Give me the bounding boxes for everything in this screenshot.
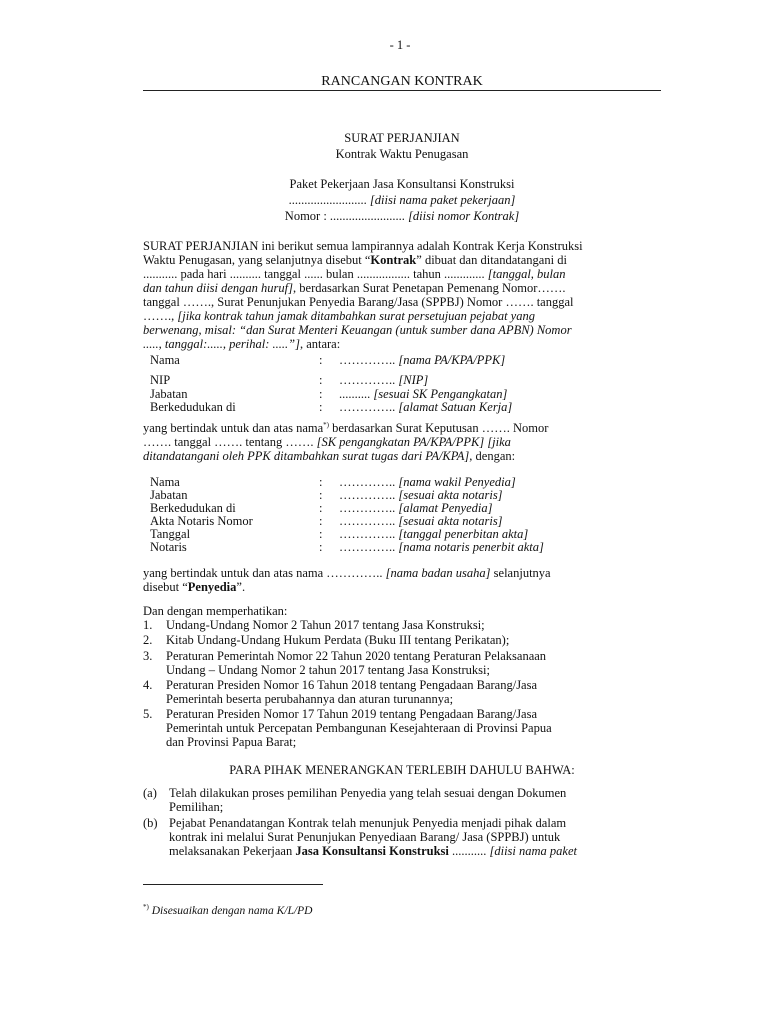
page-number: - 1 - [389, 38, 411, 52]
field-value: ………….. [NIP] [339, 373, 429, 387]
intro-line: ……., [jika kontrak tahun jamak ditambahkan surat persetujuan pejabat yang [143, 309, 535, 323]
intro-line: dan tahun diisi dengan huruf], berdasarkan Surat Penetapan Pemenang Nomor……. [143, 281, 566, 295]
intro-line: SURAT PERJANJIAN ini berikut semua lampirannya adalah Kontrak Kerja Konstruksi [143, 239, 583, 253]
parties-heading: PARA PIHAK MENERANGKAN TERLEBIH DAHULU BAHWA: [229, 763, 575, 777]
document-title: RANCANGAN KONTRAK [321, 74, 483, 89]
field-label: Jabatan [150, 488, 188, 502]
footnote-text: Disesuaikan dengan nama K/L/PD [151, 905, 313, 917]
first-party-authority: yang bertindak untuk dan atas nama*) berdasarkan Surat Keputusan ……. Nomor ……. tanggal ……. tentang ……. [SK pengangkatan PA/KPA/PPK] [jika ditandatangani oleh PPK ditambahkan surat tugas dari PA/KPA], dengan: [143, 420, 549, 463]
intro-line: berwenang, misal: “dan Surat Menteri Keuangan (untuk sumber dana APBN) Nomor [143, 323, 572, 337]
package-name-dots: ......................... [288, 193, 367, 207]
penyedia-term: Penyedia [187, 580, 237, 594]
field-label: Nama [150, 475, 180, 489]
footnote [143, 904, 312, 918]
kontrak-term: Kontrak [370, 253, 417, 267]
first-party-fields: Nama : ………….. [nama PA/KPA/PPK] NIP : ………….. [NIP] Jabatan : .......... [sesuai SK Pengangkatan] Berkedudukan di : ………….. [alamat Satuan Kerja] [150, 353, 513, 414]
field-label: Berkedudukan di [150, 501, 236, 515]
intro-line: Waktu Penugasan, yang selanjutnya disebut “Kontrak” dibuat dan ditandatangani di [143, 253, 567, 267]
recitals-list: (a) Telah dilakukan proses pemilihan Penyedia yang telah sesuai dengan Dokumen Pemilihan; (b) Pejabat Penandatangan Kontrak telah menunjuk Penyedia menjadi pihak dalam kontrak ini melalui Surat Penunjukan Penyediaan Barang/ Jasa (SPPBJ) untuk melaksanakan Pekerjaan Jasa Konsultansi Konstruksi ........... [diisi nama paket [143, 786, 577, 858]
footnote-separator [143, 884, 323, 885]
footnote-mark: *) [143, 903, 149, 912]
field-value: ………….. [sesuai akta notaris] [339, 488, 503, 502]
second-party-fields: Nama : ………….. [nama wakil Penyedia] Jabatan : ………….. [sesuai akta notaris] Berkedudukan di : ………….. [alamat Penyedia] Akta Notaris Nomor : ………….. [sesuai akta notaris] Tanggal : ………….. [tanggal penerbitan akta] Notaris : ………….. [nama notaris penerbit akta] [150, 475, 544, 554]
field-value: ………….. [nama PA/KPA/PPK] [339, 353, 506, 367]
package-name-line [143, 193, 661, 207]
field-label: NIP [150, 373, 171, 387]
field-value: ………….. [tanggal penerbitan akta] [339, 527, 529, 541]
considering-list: 1. Undang-Undang Nomor 2 Tahun 2017 tentang Jasa Konstruksi; 2. Kitab Undang-Undang Hukum Perdata (Buku III tentang Perikatan); 3. Peraturan Pemerintah Nomor 22 Tahun 2020 tentang Peraturan Pelaksanaan Undang – Undang Nomor 2 tahun 2017 tentang Jasa Konstruksi; 4. Peraturan Presiden Nomor 16 Tahun 2018 tentang Pengadaan Barang/Jasa Pemerintah beserta perubahannya dan aturan turunannya; 5. Peraturan Presiden Nomor 17 Tahun 2019 tentang Pengadaan Barang/Jasa Pemerintah untuk Percepatan Pembangunan Kesejahteraan di Provinsi Papua dan Provinsi Papua Barat; [143, 618, 552, 749]
field-value: ………….. [nama notaris penerbit akta] [339, 540, 544, 554]
contract-number-label: Nomor : ........................ [284, 209, 405, 223]
intro-line: ........... pada hari .......... tanggal ...... bulan ................. tahun ............. [tanggal, bulan [143, 267, 566, 281]
field-label: Tanggal [150, 527, 191, 541]
package-name-hint: [diisi nama paket pekerjaan] [369, 193, 516, 207]
field-value: ………….. [nama wakil Penyedia] [339, 475, 516, 489]
field-value: .......... [sesuai SK Pengangkatan] [339, 387, 508, 401]
field-value: ………….. [sesuai akta notaris] [339, 514, 503, 528]
contract-number-line [143, 209, 661, 223]
intro-line: ....., tanggal:....., perihal: .....”], antara: [143, 337, 341, 351]
title-underline [143, 90, 661, 91]
second-party-authority: yang bertindak untuk dan atas nama ………….. [nama badan usaha] selanjutnya disebut “Penyedia”. [143, 566, 551, 594]
field-value: ………….. [alamat Satuan Kerja] [339, 400, 513, 414]
considering-intro: Dan dengan memperhatikan: [143, 604, 288, 618]
intro-line: tanggal ……., Surat Penunjukan Penyedia Barang/Jasa (SPPBJ) Nomor ……. tanggal [143, 295, 574, 309]
footnote-mark: *) [323, 420, 329, 429]
contract-type-heading: Kontrak Waktu Penugasan [335, 147, 469, 161]
field-label: Nama [150, 353, 180, 367]
field-label: Jabatan [150, 387, 188, 401]
field-value: ………….. [alamat Penyedia] [339, 501, 493, 515]
field-label: Notaris [150, 540, 187, 554]
field-label: Berkedudukan di [150, 400, 236, 414]
agreement-heading: SURAT PERJANJIAN [344, 131, 460, 145]
contract-number-hint: [diisi nomor Kontrak] [408, 209, 520, 223]
package-line: Paket Pekerjaan Jasa Konsultansi Konstruksi [289, 177, 515, 191]
field-label: Akta Notaris Nomor [150, 514, 253, 528]
intro-paragraph [143, 239, 658, 351]
